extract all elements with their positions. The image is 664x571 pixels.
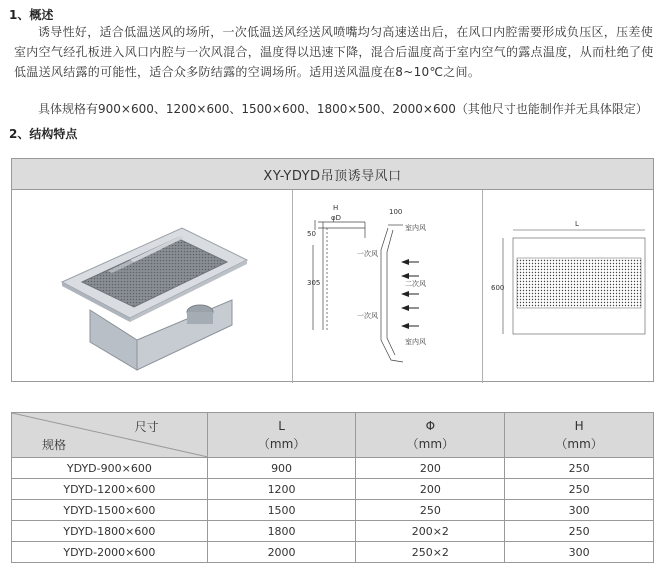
cell-l: 1800	[207, 521, 356, 542]
header-phi-name: Φ	[425, 419, 436, 433]
label-l: L	[575, 220, 579, 228]
label-primary-air-1: 一次风	[357, 250, 378, 258]
plan-view-drawing	[483, 190, 655, 383]
table-row	[12, 542, 654, 563]
cell-phi: 200	[356, 458, 505, 479]
label-primary-air-2: 一次风	[357, 312, 378, 320]
cell-l: 2000	[207, 542, 356, 563]
spec-list-line: 具体规格有900×600、1200×600、1500×600、1800×500、2000×600（其他尺寸也能制作并无具体限定）	[38, 102, 648, 116]
header-phi	[356, 413, 505, 458]
label-305: 305	[307, 279, 321, 287]
cell-h: 300	[505, 542, 654, 563]
cell-h: 300	[505, 500, 654, 521]
cell-model: YDYD-1800×600	[12, 521, 208, 542]
label-h: H	[333, 204, 339, 212]
header-h	[505, 413, 654, 458]
label-100: 100	[389, 208, 403, 216]
cell-h: 250	[505, 458, 654, 479]
section-drawing	[293, 190, 483, 383]
cell-phi: 200×2	[356, 521, 505, 542]
label-room-air-bottom: 室内风	[405, 338, 426, 346]
table-row	[12, 500, 654, 521]
cell-phi: 250	[356, 500, 505, 521]
header-phi-unit: （mm）	[406, 437, 455, 451]
cell-phi: 250×2	[356, 542, 505, 563]
cell-model: YDYD-1500×600	[12, 500, 208, 521]
table-row	[12, 458, 654, 479]
product-figure	[11, 158, 654, 382]
label-room-air-top: 室内风	[405, 224, 426, 232]
figure-title: XY-YDYD吊顶诱导风口	[12, 159, 653, 190]
section-title-structure: 2、结构特点	[9, 127, 78, 141]
header-l-name: L	[278, 419, 285, 433]
header-l-unit: （mm）	[257, 437, 306, 451]
cell-l: 1500	[207, 500, 356, 521]
header-h-name: H	[574, 419, 584, 433]
header-h-unit: （mm）	[555, 437, 603, 451]
cell-l: 1200	[207, 479, 356, 500]
cell-h: 250	[505, 521, 654, 542]
spec-table	[11, 412, 654, 563]
table-row	[12, 521, 654, 542]
cell-l: 900	[207, 458, 356, 479]
label-50: 50	[307, 230, 316, 238]
product-photo	[12, 190, 292, 383]
cell-h: 250	[505, 479, 654, 500]
corner-label-model: 规格	[42, 438, 67, 452]
cell-phi: 200	[356, 479, 505, 500]
cell-model: YDYD-2000×600	[12, 542, 208, 563]
cell-model: YDYD-900×600	[12, 458, 208, 479]
table-corner-header	[12, 413, 208, 458]
table-row	[12, 479, 654, 500]
label-phi-d: φD	[331, 214, 342, 222]
overview-paragraph: 诱导性好，适合低温送风的场所，一次低温送风经送风喷嘴均匀高速送出后，在风口内腔需要形成负压区，压差使室内空气经孔板进入风口内腔与一次风混合，温度得以迅速下降，混合后温度高于室内空气的露点温度，从而杜绝了使低温送风结露的可能性，适合众多防结露的空调场所。适用送风温度在8~10℃之间。	[14, 25, 654, 79]
label-600: 600	[491, 284, 505, 292]
header-l	[207, 413, 356, 458]
label-secondary-air: 二次风	[405, 280, 426, 288]
section-title-overview: 1、概述	[9, 8, 54, 22]
corner-label-size: 尺寸	[134, 420, 159, 434]
cell-model: YDYD-1200×600	[12, 479, 208, 500]
